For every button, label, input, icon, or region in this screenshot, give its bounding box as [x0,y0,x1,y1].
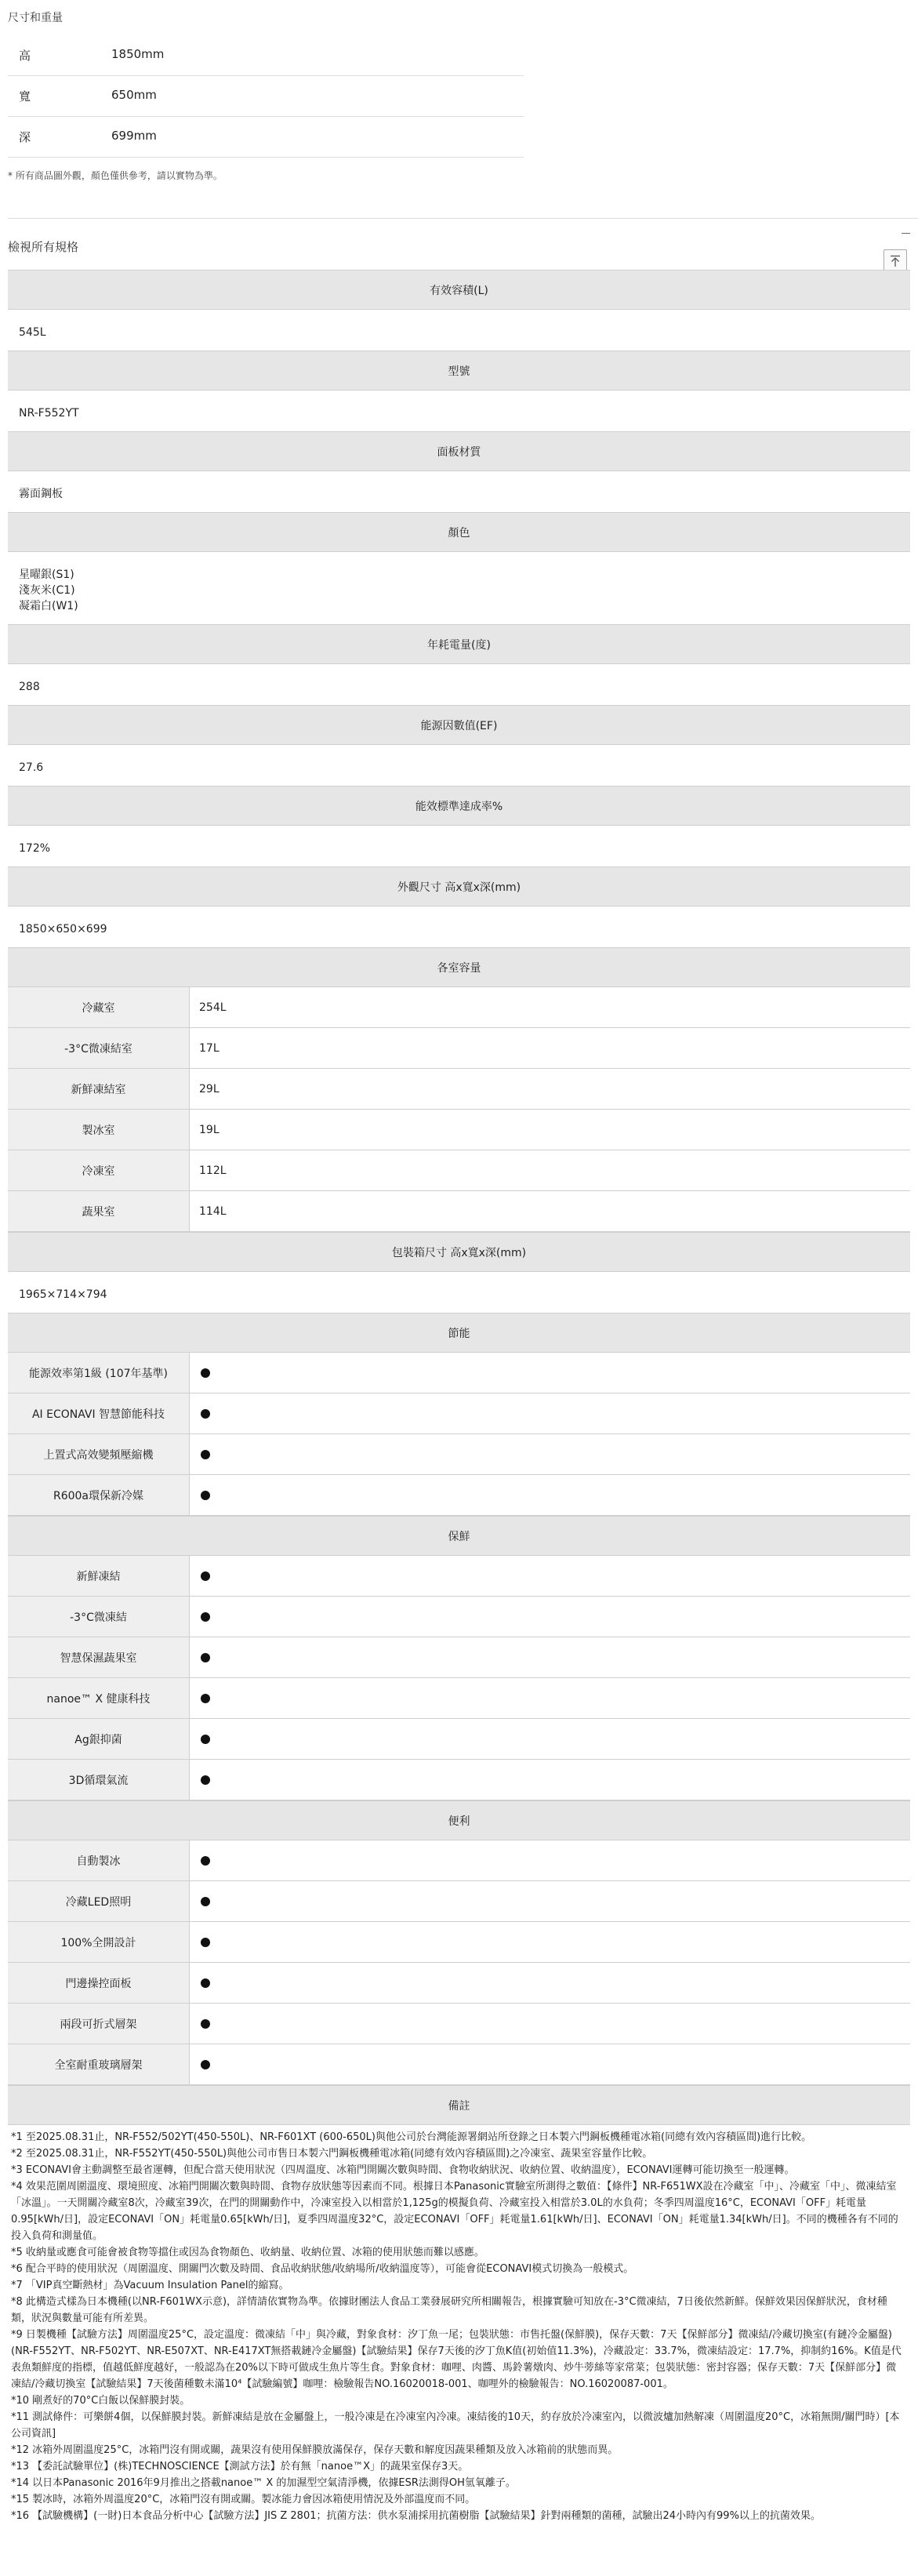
arrow-up-icon [890,255,901,267]
dimension-value: 650mm [111,88,157,102]
filled-circle-icon [201,1612,210,1622]
filled-circle-icon [201,1775,210,1785]
dimension-label: 深 [19,130,31,144]
footnote: *7 「VIP真空斷熱材」為Vacuum Insulation Panel的縮寫。 [11,2280,289,2291]
table-row [8,1922,910,1963]
room-label: 製冰室 [8,1110,190,1150]
filled-circle-icon [201,1897,210,1906]
feature-label: 100%全開設計 [8,1922,190,1962]
spec-value-capacity: 545L [19,326,46,339]
room-label: -3°C微凍結室 [8,1028,190,1068]
footnote: *2 至2025.08.31止，NR-F552YT(450-550L)與他公司市售日本製六門鋼板機種電冰箱(同總有效內容積區間)之冷凍室、蔬果室容量作比較。 [11,2148,653,2160]
spec-header-rooms: 各室容量 [8,947,910,987]
spec-value-color [8,552,910,624]
spec-value-annual-power: 288 [19,681,40,693]
filled-circle-icon [201,1450,210,1459]
spec-value-package: 1965×714×794 [19,1288,107,1301]
filled-circle-icon [201,2060,210,2069]
table-row [8,1963,910,2004]
filled-circle-icon [201,1938,210,1947]
filled-circle-icon [201,1856,210,1866]
spec-value-panel: 霧面鋼板 [19,488,63,500]
footnote: *9 日製機種【試驗方法】周圍溫度25°C，設定溫度：微凍結「中」與冷藏，對象食材：汐丁魚一尾；包裝狀態：市售托盤(保鮮膜)，保存天數：7天【保鮮部分】微凍結/冷藏切換室(有鏈冷金屬盤)(NR-F552YT、NR-F502YT、NR-E507XT、NR-E417XT無搭載鏈冷金屬盤)【試驗結果】保存7天後的汐丁魚K值(初始值11.3%)，冷藏設定：33.7%，微凍結設定：17.7%，抑制約16%。K值是代表魚類鮮度的指標，值越低鮮度越好，一般認為在20%以下時可做成生魚片等生食。對象食材：咖哩、肉醬、馬鈴薯燉肉、炒牛蒡絲等家常菜；包裝狀態：密封容器；保存天數：7天【保鮮部分】微凍結/冷藏切換室【試驗結果】7天後菌種數未滿10⁴【試驗編號】咖哩：檢驗報告NO.16020018-001、咖哩外的檢驗報告：NO.16020087-001。 [11,2329,902,2390]
feature-label: AI ECONAVI 智慧節能科技 [8,1393,190,1433]
footnote: *14 以日本Panasonic 2016年9月推出之搭載nanoe™ X 的加濕型空氣清淨機，依據ESR法測得OH氫氧離子。 [11,2477,516,2489]
spec-header-size: 外觀尺寸 高x寬x深(mm) [8,867,910,907]
spec-header-energy: 節能 [8,1313,910,1353]
feature-label: 全室耐重玻璃層架 [8,2044,190,2084]
section-divider [8,218,918,219]
spec-header-remarks: 備註 [8,2085,910,2125]
dimensions-note: * 所有商品圖外觀，顏色僅供參考，請以實物為準。 [8,170,223,181]
footnote: *15 製冰時，冰箱外周溫度20°C，冰箱門沒有開或關。製冰能力會因冰箱使用情況及外部溫度而不同。 [11,2494,476,2505]
filled-circle-icon [201,2019,210,2029]
spec-header-ef: 能源因數值(EF) [8,705,910,745]
room-value: 19L [199,1123,220,1136]
spec-value-model: NR-F552YT [19,407,79,420]
dimension-label: 高 [19,49,31,63]
feature-label: -3°C微凍結 [8,1597,190,1637]
footnote: *5 收納量或應食可能會被食物等擋住或因為食物顏色、收納量、收納位置、冰箱的使用狀態而難以感應。 [11,2247,484,2258]
table-row [8,1840,910,1881]
table-row [8,1434,910,1475]
feature-label: R600a環保新冷媒 [8,1475,190,1515]
feature-label: Ag銀抑菌 [8,1719,190,1759]
dimension-label: 寬 [19,89,31,104]
table-row [8,1028,910,1069]
dimension-value: 699mm [111,129,157,143]
room-value: 254L [199,1001,227,1014]
table-row [8,1637,910,1678]
footnote: *1 至2025.08.31止，NR-F552/502YT(450-550L)、NR-F601XT (600-650L)與他公司於台灣能源署網站所登錄之日本製六門鋼板機種電冰箱(同總有效內容積區間)進行比較。 [11,2131,812,2143]
table-row [8,2004,910,2044]
table-row [8,2044,910,2085]
collapse-icon[interactable] [902,233,910,234]
feature-label: nanoe™ X 健康科技 [8,1678,190,1718]
feature-label: 3D循環氣流 [8,1760,190,1800]
view-all-specs-toggle[interactable]: 檢視所有規格 [8,240,79,254]
spec-value-ef: 27.6 [19,761,44,774]
table-row [8,1881,910,1922]
table-row [8,1069,910,1110]
footnote: *16 【試驗機構】(一財)日本食品分析中心【試驗方法】JIS Z 2801；抗菌方法：供水泵浦採用抗菌樹脂【試驗結果】針對兩種類的菌種，試驗出24小時內有99%以上的抗菌效果。 [11,2510,821,2522]
spec-value-size: 1850×650×699 [19,923,107,936]
table-row [8,1597,910,1637]
filled-circle-icon [201,1653,210,1662]
spec-header-color: 顏色 [8,512,910,552]
footnote: *3 ECONAVI會主動調整至最省運轉，但配合當天使用狀況（四周溫度、冰箱門開關次數與時間、食物收納狀況、收納位置、收納溫度），ECONAVI運轉可能切換至一般運轉。 [11,2164,795,2176]
table-row [8,1556,910,1597]
table-row [8,1191,910,1232]
spec-header-fresh: 保鮮 [8,1516,910,1556]
feature-label: 新鮮凍結 [8,1556,190,1596]
specs-table [8,270,910,2125]
dimension-row-depth [8,116,524,158]
feature-label: 冷藏LED照明 [8,1881,190,1921]
feature-label: 門邊操控面板 [8,1963,190,2003]
footnotes [11,2129,905,2524]
room-label: 新鮮凍結室 [8,1069,190,1109]
room-value: 114L [199,1204,227,1218]
spec-value-efficiency: 172% [19,842,51,855]
spec-header-capacity: 有效容積(L) [8,270,910,310]
feature-label: 上置式高效變頻壓縮機 [8,1434,190,1474]
table-row [8,1760,910,1800]
table-row [8,1110,910,1150]
table-row [8,987,910,1028]
spec-header-convenience: 便利 [8,1800,910,1840]
table-row [8,1475,910,1516]
color-option: 星曜銀(S1) [19,569,74,581]
filled-circle-icon [201,1491,210,1500]
room-value: 17L [199,1041,220,1055]
spec-header-annual-power: 年耗電量(度) [8,624,910,664]
dimension-row-height [8,35,524,76]
filled-circle-icon [201,1409,210,1419]
filled-circle-icon [201,1571,210,1581]
footnote: *11 測試條件：可樂餅4個，以保鮮膜封裝。新鮮凍結是放在金屬盤上，一般冷凍是在冷凍室內冷凍。凍結後的10天，約存放於冷凍室內，以微波爐加熱解凍（周圍溫度20°C，冰箱無開/關門時）[本公司資訊] [11,2411,900,2440]
table-row [8,1393,910,1434]
dimension-value: 1850mm [111,47,165,61]
table-row [8,1150,910,1191]
footnote: *6 配合平時的使用狀況（周圍溫度、開關門次數及時間、食品收納狀態/收納場所/收納溫度等），可能會從ECONAVI模式切換為一般模式。 [11,2263,634,2275]
dimension-row-width [8,75,524,117]
color-option: 淺灰米(C1) [19,584,75,597]
footnote: *4 效果范圍周圍溫度、環境照度、冰箱門開關次數與時間、食物存放狀態等因素而不同。根據日本Panasonic實驗室所測得之數值：【條件】NR-F651WX設在冷藏室「中」、冷藏室「中」、微凍結室「冰溫」。一天開關冷藏室8次，冷藏室39次，在門的開關動作中，冷凍室投入以相當於1,125g的模擬負荷、冷藏室投入相當於3.0L的水負荷；冬季四周溫度16°C，ECONAVI「OFF」耗電量0.95[kWh/日]，設定ECONAVI「ON」耗電量0.65[kWh/日]，夏季四周溫度32°C，設定ECONAVI「OFF」耗電量1.61[kWh/日]、ECONAVI「ON」耗電量1.34[kWh/日]。不同的機種各有不同的投入負荷和測量值。 [11,2181,898,2242]
footnote: *13 【委託試驗單位】(株)TECHNOSCIENCE【測試方法】於有無「nanoe™X」的蔬果室保存3天。 [11,2461,469,2472]
spec-header-panel: 面板材質 [8,431,910,471]
footnote: *12 冰箱外周圍溫度25°C，冰箱門沒有開或關，蔬果沒有使用保鮮膜放滿保存，保存天數和解度因蔬果種類及放入冰箱前的狀態而異。 [11,2444,619,2456]
feature-label: 自動製冰 [8,1840,190,1880]
room-value: 29L [199,1082,220,1095]
filled-circle-icon [201,1978,210,1988]
spec-header-package: 包裝箱尺寸 高x寬x深(mm) [8,1232,910,1272]
filled-circle-icon [201,1735,210,1744]
spec-header-efficiency: 能效標準達成率% [8,786,910,826]
table-row [8,1719,910,1760]
feature-label: 兩段可折式層架 [8,2004,190,2044]
feature-label: 能源效率第1級 (107年基準) [8,1353,190,1393]
color-option: 凝霜白(W1) [19,600,78,612]
table-row [8,1678,910,1719]
spec-header-model: 型號 [8,351,910,391]
feature-label: 智慧保濕蔬果室 [8,1637,190,1677]
room-label: 冷藏室 [8,987,190,1027]
footnote: *10 剛煮好的70°C白飯以保鮮膜封裝。 [11,2395,190,2407]
room-label: 冷凍室 [8,1150,190,1190]
footnote: *8 此構造式樣為日本機種(以NR-F601WX示意)，詳情請依實物為準。依據財團法人食品工業發展研究所相關報告，根據實驗可知放在-3°C微凍結，7日後依然新鮮。保鮮效果因保鮮狀況，食材種類，狀況與數量可能有所差異。 [11,2296,887,2324]
room-label: 蔬果室 [8,1191,190,1231]
filled-circle-icon [201,1368,210,1378]
table-row [8,1353,910,1393]
filled-circle-icon [201,1694,210,1703]
dimensions-title: 尺寸和重量 [8,12,63,24]
room-value: 112L [199,1164,227,1177]
